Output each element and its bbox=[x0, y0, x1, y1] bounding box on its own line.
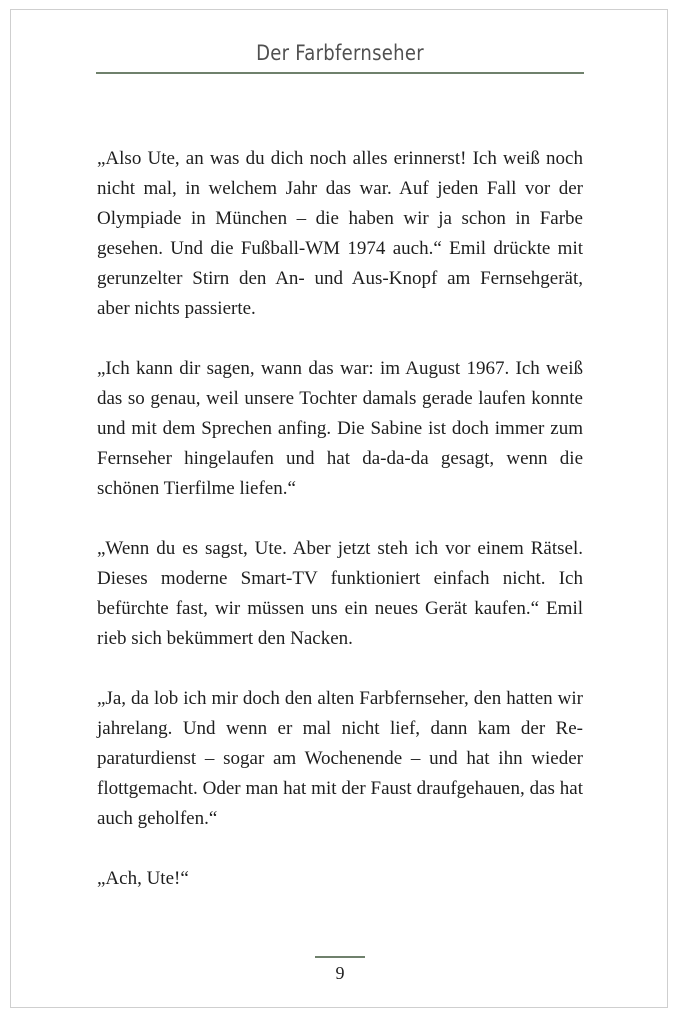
header-rule bbox=[96, 72, 584, 74]
running-head-title: Der Farbfernseher bbox=[256, 41, 424, 65]
paragraph-4: „Ja, da lob ich mir doch den alten Farbfernseher, den hatten wir jahrelang. Und wenn er mal nicht lief, dann kam der Reparaturdienst – sogar am Wochenende – und hat ihn wieder flottgemacht. Oder man hat mit der Faust draufgehauen, das hat auch geholfen.“ bbox=[97, 688, 583, 829]
footer-rule bbox=[315, 956, 365, 958]
body-text bbox=[97, 144, 583, 894]
paragraph-5: „Ach, Ute!“ bbox=[97, 868, 189, 889]
paragraph-3: „Wenn du es sagst, Ute. Aber jetzt steh ich vor einem Rätsel. Dieses moderne Smart-TV funktioniert einfach nicht. Ich befürchte fast, wir müssen uns ein neues Gerät kaufen.“ Emil rieb sich bekümmert den Nacken. bbox=[97, 538, 583, 649]
paragraph-1: „Also Ute, an was du dich noch alles erinnerst! Ich weiß noch nicht mal, in welchem Jahr das war. Auf jeden Fall vor der Olympiade in München – die haben wir ja schon in Farbe gesehen. Und die Fußball-WM 1974 auch.“ Emil drückte mit gerunzelter Stirn den An- und Aus-Knopf am Fernsehgerät, aber nichts passierte. bbox=[97, 148, 583, 319]
page-number: 9 bbox=[335, 963, 345, 983]
paragraph-2: „Ich kann dir sagen, wann das war: im August 1967. Ich weiß das so genau, weil unsere Tochter damals gerade laufen konnte und mit dem Sprechen anfing. Die Sabine ist doch immer zum Fernseher hingelaufen und hat da-da-da gesagt, wenn die schönen Tierfilme liefen.“ bbox=[97, 358, 583, 499]
